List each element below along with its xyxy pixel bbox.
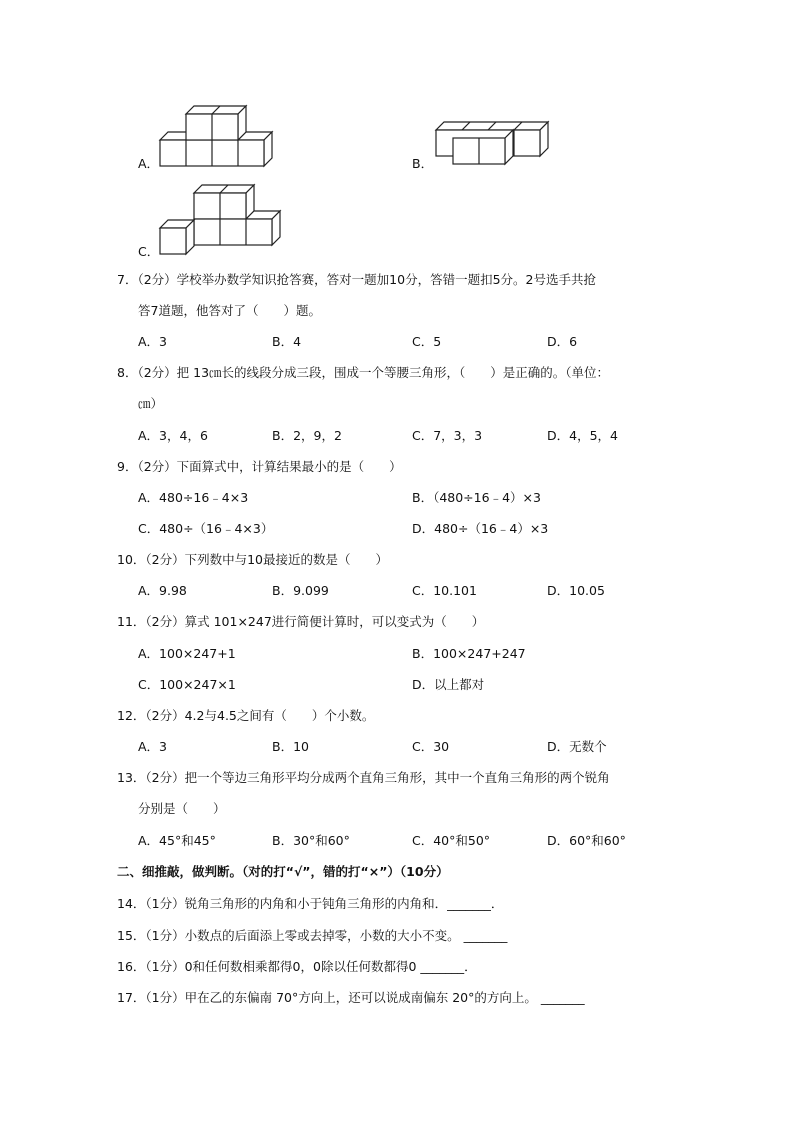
- option[interactable]: C．40°和50°: [412, 833, 491, 848]
- section-2-heading: 二、细推敲，做判断。（对的打“√”，错的打“×”）（10分）: [117, 864, 449, 879]
- figure-label-c: C．: [138, 244, 160, 259]
- question-12-text: 12．（2分）4.2与4.5之间有（ ）个小数。: [117, 708, 375, 723]
- question-8-text-cont: ㎝）: [138, 396, 164, 411]
- option[interactable]: A．3: [138, 334, 168, 349]
- option[interactable]: A．480÷16﹣4×3: [138, 490, 249, 505]
- option[interactable]: D．6: [547, 334, 578, 349]
- cube-figure-b: [430, 118, 560, 170]
- option[interactable]: B．100×247+247: [412, 646, 526, 661]
- option[interactable]: C．7，3，3: [412, 428, 483, 443]
- option[interactable]: D．60°和60°: [547, 833, 626, 848]
- judgement-item: 15．（1分）小数点的后面添上零或去掉零，小数的大小不变。 _______: [117, 928, 508, 943]
- figure-label-a: A．: [138, 156, 160, 171]
- question-13-text-cont: 分别是（ ）: [138, 801, 226, 816]
- option[interactable]: B．4: [272, 334, 302, 349]
- option[interactable]: C．30: [412, 739, 450, 754]
- question-8-text: 8．（2分）把 13㎝长的线段分成三段，围成一个等腰三角形，（ ）是正确的。（单位：: [117, 365, 610, 380]
- option[interactable]: C．100×247×1: [138, 677, 236, 692]
- option[interactable]: D．无数个: [547, 739, 607, 754]
- cube-figure-c: [155, 180, 285, 260]
- question-13-text: 13．（2分）把一个等边三角形平均分成两个直角三角形，其中一个直角三角形的两个锐角: [117, 770, 610, 785]
- option[interactable]: B．2，9，2: [272, 428, 342, 443]
- option[interactable]: C．5: [412, 334, 442, 349]
- question-7-text-cont: 答7道题，他答对了（ ）题。: [138, 303, 321, 318]
- judgement-item: 17．（1分）甲在乙的东偏南 70°方向上，还可以说成南偏东 20°的方向上。 _______: [117, 990, 585, 1005]
- option[interactable]: A．45°和45°: [138, 833, 216, 848]
- option[interactable]: D．以上都对: [412, 677, 485, 692]
- option[interactable]: C．10.101: [412, 583, 477, 598]
- option[interactable]: D．4，5，4: [547, 428, 618, 443]
- option[interactable]: D．10.05: [547, 583, 605, 598]
- option[interactable]: B．（480÷16﹣4）×3: [412, 490, 541, 505]
- figure-label-b: B．: [412, 156, 434, 171]
- question-9-text: 9．（2分）下面算式中，计算结果最小的是（ ）: [117, 459, 402, 474]
- option[interactable]: A．100×247+1: [138, 646, 236, 661]
- question-7-text: 7．（2分）学校举办数学知识抢答赛，答对一题加10分，答错一题扣5分。2号选手共抢: [117, 272, 596, 287]
- judgement-item: 16．（1分）0和任何数相乘都得0，0除以任何数都得0 _______．: [117, 959, 477, 974]
- cube-figure-a: [155, 100, 285, 172]
- option[interactable]: B．30°和60°: [272, 833, 350, 848]
- option[interactable]: C．480÷（16﹣4×3）: [138, 521, 274, 536]
- option[interactable]: A．3: [138, 739, 168, 754]
- option[interactable]: B．10: [272, 739, 309, 754]
- option[interactable]: A．9.98: [138, 583, 187, 598]
- option[interactable]: A．3，4，6: [138, 428, 208, 443]
- option[interactable]: D．480÷（16﹣4）×3: [412, 521, 549, 536]
- option[interactable]: B．9.099: [272, 583, 329, 598]
- question-10-text: 10．（2分）下列数中与10最接近的数是（ ）: [117, 552, 389, 567]
- question-11-text: 11．（2分）算式 101×247进行简便计算时，可以变式为（ ）: [117, 614, 485, 629]
- judgement-item: 14．（1分）锐角三角形的内角和小于钝角三角形的内角和．_______．: [117, 896, 504, 911]
